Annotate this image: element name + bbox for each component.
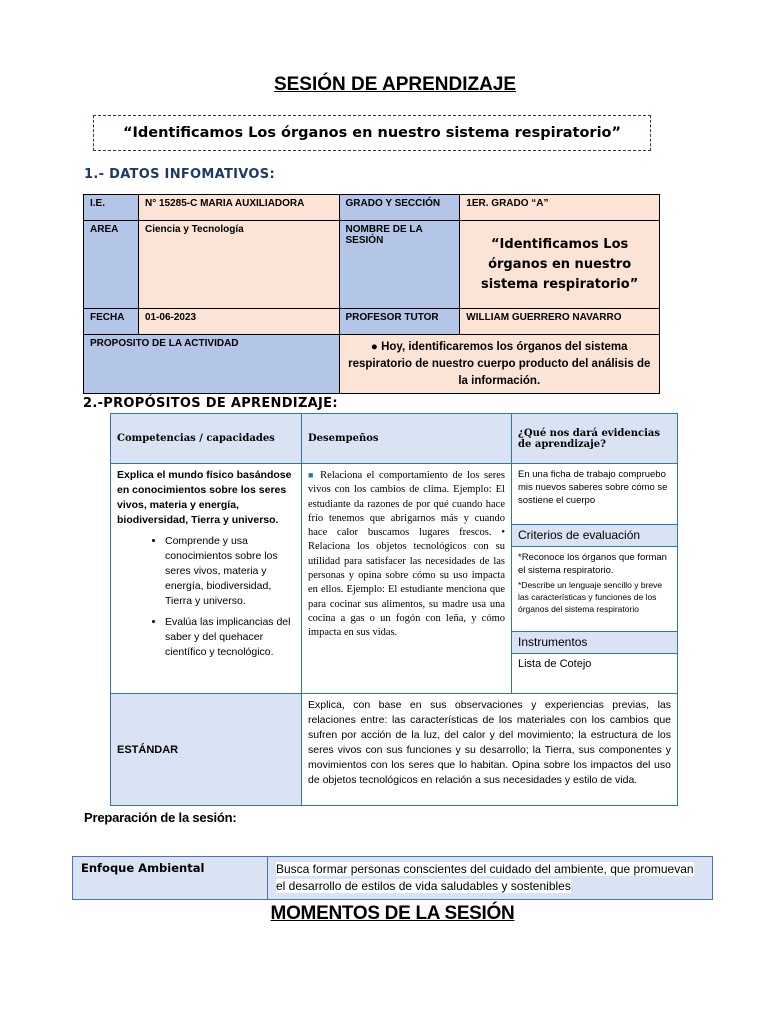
enfoque-label: Enfoque Ambiental [73, 857, 268, 900]
table-row [84, 309, 660, 335]
competencia-text: Explica el mundo físico basándose en conocimientos sobre los seres vivos, materia y energía, biodiversidad, Tierra y universo. [117, 469, 292, 526]
list-item: • Comprende y usa conocimientos sobre los seres vivos, materia y energía, biodiversidad, Tierra y universo. [165, 534, 295, 609]
nombre-label: NOMBRE DE LA SESIÓN [339, 221, 460, 309]
grado-value: 1ER. GRADO “A” [460, 195, 660, 221]
preparacion-heading: Preparación de la sesión: [84, 810, 237, 825]
grado-label: GRADO Y SECCIÓN [339, 195, 460, 221]
proposito-label: PROPOSITO DE LA ACTIVIDAD [84, 335, 340, 394]
profesor-value: WILLIAM GUERRERO NAVARRO [460, 309, 660, 335]
ie-value: N° 15285-C MARIA AUXILIADORA [138, 195, 339, 221]
enfoque-table [72, 856, 713, 900]
nombre-value: “Identificamos Los órganos en nuestro sistema respiratorio” [460, 221, 660, 309]
capacidades-list [117, 534, 295, 660]
criterio-2: *Describe un lenguaje sencillo y breve las características y funciones de los órganos del sistema respiratorio [518, 580, 663, 614]
estandar-text: Explica, con base en sus observaciones y experiencias previas, las relaciones entre: las características de los materiales con los cambios que sufren por acción de la luz, del calor y del movimiento; la estructura de los seres vivos con sus funciones y su desarrollo; la Tierra, sus componentes y movimientos con los seres que lo habitan. Opina sobre los impactos del uso de objetos tecnológicos en relación a sus necesidades y estilo de vida. [302, 694, 678, 806]
instrumento-value: Lista de Cotejo [512, 654, 678, 694]
criterios-label: Criterios de evaluación [512, 525, 678, 547]
square-bullet-icon: ■ [308, 470, 316, 480]
desempeno-cell [302, 464, 512, 694]
estandar-label: ESTÁNDAR [111, 694, 302, 806]
instrumentos-label: Instrumentos [512, 632, 678, 654]
col-competencias: Competencias / capacidades [111, 414, 302, 464]
table-row [111, 694, 678, 806]
page-title: SESIÓN DE APRENDIZAJE [273, 74, 517, 95]
proposito-value: Hoy, identificaremos los órganos del sistema respiratorio de nuestro cuerpo producto del análisis de la información. [348, 341, 651, 387]
session-title: “Identificamos Los órganos en nuestro sistema respiratorio” [122, 125, 622, 141]
col-evidencias: ¿Qué nos dará evidencias de aprendizaje? [512, 414, 678, 464]
table-row [84, 195, 660, 221]
propositos-table [110, 413, 678, 806]
table-row [84, 335, 660, 394]
table-row [111, 414, 678, 464]
competencia-cell [111, 464, 302, 694]
table-row [111, 464, 678, 525]
area-label: AREA [84, 221, 139, 309]
col-desempenos: Desempeños [302, 414, 512, 464]
bullet-icon: ● [370, 341, 378, 353]
enfoque-text: Busca formar personas conscientes del cuidado del ambiente, que promuevan el desarrollo de estilos de vida saludables y sostenibles [276, 862, 694, 893]
fecha-value: 01-06-2023 [138, 309, 339, 335]
datos-heading: 1.- DATOS INFOMATIVOS: [84, 167, 275, 182]
propositos-heading: 2.-PROPÓSITOS DE APRENDIZAJE: [83, 396, 338, 411]
list-item: • Evalúa las implicancias del saber y del quehacer científico y tecnológico. [165, 615, 295, 660]
momentos-heading: MOMENTOS DE LA SESIÓN [270, 903, 515, 924]
table-row [84, 221, 660, 309]
desempeno-text: Relaciona el comportamiento de los seres vivos con los cambios de clima. Ejemplo: El estudiante da razones de por qué cuando hace frío tenemos que abrigarnos más y cuando hace calor buscamos lugares frescos. • Relaciona los objetos tecnológicos con su utilidad para satisfacer las necesidades de las personas y opina sobre cómo su uso impacta en ellos. Ejemplo: El estudiante menciona que para cocinar sus alimentos, su madre usa una cocina a gas o un fogón con leña, y cómo impacta en sus vidas. [308, 470, 506, 639]
datos-table [83, 194, 660, 394]
profesor-label: PROFESOR TUTOR [339, 309, 460, 335]
fecha-label: FECHA [84, 309, 139, 335]
evidencia-text: En una ficha de trabajo compruebo mis nuevos saberes sobre cómo se sostiene el cuerpo [512, 464, 678, 525]
proposito-cell [339, 335, 660, 394]
criterios-cell [512, 547, 678, 632]
session-title-box [93, 115, 651, 151]
area-value: Ciencia y Tecnología [138, 221, 339, 309]
ie-label: I.E. [84, 195, 139, 221]
enfoque-cell [268, 857, 713, 900]
criterio-1: *Reconoce los órganos que forman el sistema respiratorio. [518, 552, 667, 576]
table-row [73, 857, 713, 900]
